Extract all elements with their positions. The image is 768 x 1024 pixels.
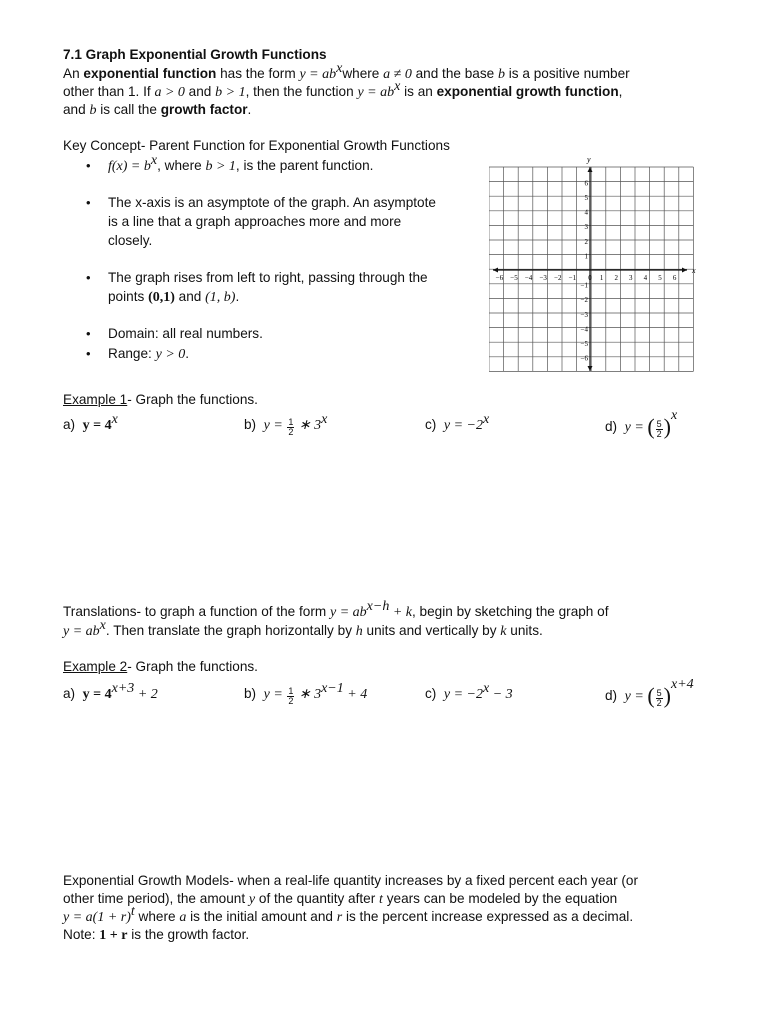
y-tick-label: −3 <box>580 310 588 319</box>
x-tick-label: −6 <box>495 274 504 282</box>
bullet-icon: • <box>86 326 91 341</box>
translations-line-1: Translations- to graph a function of the form $y = ab^{x-h} + k$, begin by sketching the graph of <box>63 599 609 620</box>
bullet-rises-line-2: points (0,1) and (1, b). <box>108 289 240 305</box>
bullet-icon: • <box>86 158 91 173</box>
page-title: 7.1 Graph Exponential Growth Functions <box>63 47 327 62</box>
example-2d: d) y = ( $\frac{5}{2}$ )$^{x+4}$ <box>605 677 694 708</box>
models-line-3: $y = a(1 + r)^t$ where a is the initial amount and r is the percent increase expressed as a decimal. <box>63 904 634 925</box>
x-tick-label: −4 <box>524 274 533 282</box>
example-1-heading: Example 1- Graph the functions. <box>63 392 258 407</box>
y-tick-label: 4 <box>584 208 588 217</box>
x-tick-label: −1 <box>568 274 577 282</box>
y-tick-label: 3 <box>584 223 588 232</box>
y-tick-label: 6 <box>584 179 588 188</box>
x-axis-label: x <box>692 266 696 275</box>
y-tick-label: 5 <box>584 194 588 202</box>
y-tick-label: −2 <box>580 296 588 305</box>
x-axis-left-arrow-icon <box>493 268 498 273</box>
coordinate-grid <box>489 155 699 375</box>
x-tick-label: 2 <box>614 274 618 282</box>
x-tick-label: 4 <box>643 274 648 282</box>
y-tick-label: −4 <box>580 325 588 334</box>
bullet-asymptote-line-2: is a line that a graph approaches more and more <box>108 214 402 229</box>
x-axis-right-arrow-icon <box>682 268 687 273</box>
example-1a: a) $y = 4^x$ <box>63 412 118 433</box>
y-axis-down-arrow-icon <box>588 366 593 371</box>
bullet-icon: • <box>86 346 91 361</box>
y-tick-labels <box>581 179 589 362</box>
intro-line-2: other than 1. If a > 0 and b > 1, then the function $y = ab^x$ is an exponential growth function, <box>63 79 623 100</box>
y-tick-label: −5 <box>580 340 588 348</box>
example-1c: c) $y = -2^x$ <box>425 412 490 433</box>
bullet-rises-line-1: The graph rises from left to right, passing through the <box>108 270 428 285</box>
grid-lines <box>489 167 693 371</box>
example-2-heading: Example 2- Graph the functions. <box>63 659 258 674</box>
x-tick-label: −3 <box>539 274 547 282</box>
x-tick-label: 0 <box>588 274 592 282</box>
bullet-domain: Domain: all real numbers. <box>108 326 263 341</box>
y-tick-label: 2 <box>584 237 588 246</box>
x-tick-label: 6 <box>672 274 677 282</box>
bullet-asymptote-line-3: closely. <box>108 233 153 248</box>
intro-line-3: and b is call the growth factor. <box>63 102 252 118</box>
y-tick-label: −6 <box>580 354 588 363</box>
y-tick-label: 1 <box>584 252 588 261</box>
intro-line-1: An exponential function has the form $y = ab^xwhere$ a ≠ 0 and the base b is a positive number <box>63 61 630 82</box>
example-1d: d) y = ( $\frac{5}{2}$ )$^x$ <box>605 408 678 439</box>
bullet-icon: • <box>86 270 91 285</box>
example-2c: c) $y = -2^x - 3$ <box>425 681 513 702</box>
x-tick-label: −2 <box>554 274 562 282</box>
models-line-4: Note: 1 + r is the growth factor. <box>63 927 250 943</box>
models-line-2: other time period), the amount y of the quantity after t years can be modeled by the equation <box>63 891 618 907</box>
bullet-icon: • <box>86 195 91 210</box>
y-axis-label: y <box>587 155 591 164</box>
translations-line-2: $y = ab^x$. Then translate the graph horizontally by h units and vertically by k units. <box>63 618 543 639</box>
example-2b: b) y = $\frac{1}{2}$ ∗ $3^{x-1} + 4$ <box>244 681 368 706</box>
example-1b: b) y = $\frac{1}{2}$ ∗ 3$^x$ <box>244 412 328 437</box>
x-tick-label: 1 <box>599 274 604 282</box>
x-tick-label: −5 <box>510 274 518 282</box>
bullet-range: Range: y > 0. <box>108 346 190 362</box>
bullet-asymptote-line-1: The x-axis is an asymptote of the graph. An asymptote <box>108 195 436 210</box>
example-2a: a) $y = 4^{x+3} + 2$ <box>63 681 158 702</box>
bullet-parent-function: $f(x) = b^x$, where b > 1, is the parent function. <box>108 153 374 174</box>
x-tick-label: 5 <box>658 274 662 282</box>
y-tick-label: −1 <box>580 281 588 290</box>
x-tick-label: 3 <box>629 274 633 282</box>
y-axis-up-arrow-icon <box>588 167 593 172</box>
key-concept-heading: Key Concept- Parent Function for Exponential Growth Functions <box>63 138 450 153</box>
models-line-1: Exponential Growth Models- when a real-life quantity increases by a fixed percent each year (or <box>63 873 639 888</box>
